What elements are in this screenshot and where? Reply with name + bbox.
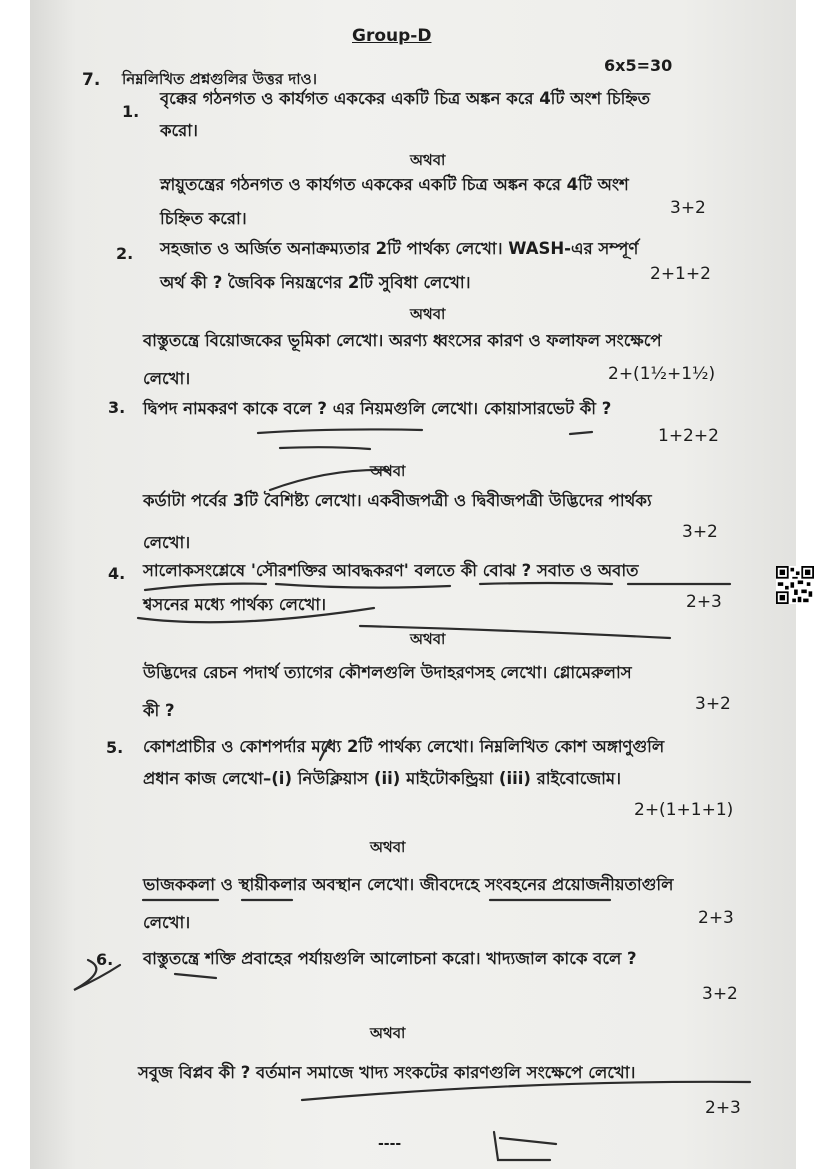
question-line: লেখো। xyxy=(143,913,191,932)
question-line: অর্থ কী ? জৈবিক নিয়ন্ত্রণের 2টি সুবিধা লেখো। xyxy=(160,273,471,292)
question-line: সালোকসংশ্লেষে 'সৌরশক্তির আবদ্ধকরণ' বলতে কী বোঝ ? সবাত ও অবাত xyxy=(143,561,639,580)
page-end-mark: ---- xyxy=(378,1136,402,1152)
pen-stroke xyxy=(74,960,120,990)
pen-stroke xyxy=(270,470,390,490)
question-7-number: 7. xyxy=(82,70,101,90)
pen-stroke xyxy=(276,584,450,588)
subquestion-number: 2. xyxy=(116,244,134,263)
marks: 3+2 xyxy=(702,984,738,1004)
subquestion-number: 6. xyxy=(96,950,114,969)
or-label: অথবা xyxy=(410,630,446,648)
question-line: লেখো। xyxy=(143,533,191,552)
pen-stroke xyxy=(320,740,330,760)
marks: 2+3 xyxy=(705,1098,741,1118)
question-line: করো। xyxy=(160,121,198,140)
marks: 2+3 xyxy=(698,908,734,928)
question-line: দ্বিপদ নামকরণ কাকে বলে ? এর নিয়মগুলি লেখো। কোয়াসারভেট কী ? xyxy=(143,399,612,418)
marks: 3+2 xyxy=(695,694,731,714)
subquestion-number: 1. xyxy=(122,102,140,121)
question-line: উদ্ভিদের রেচন পদার্থ ত্যাগের কৌশলগুলি উদাহরণসহ লেখো। গ্লোমেরুলাস xyxy=(143,663,632,682)
pen-stroke xyxy=(280,447,370,449)
question-line: কোশপ্রাচীর ও কোশপর্দার মধ্যে 2টি পার্থক্য লেখো। নিম্নলিখিত কোশ অঙ্গাণুগুলি xyxy=(143,737,665,756)
pen-stroke xyxy=(570,432,592,434)
pen-stroke xyxy=(302,1082,750,1100)
pen-stroke xyxy=(360,626,670,638)
qr-code-icon xyxy=(776,566,814,604)
marks: 2+(1½+1½) xyxy=(608,364,716,384)
pen-stroke xyxy=(258,429,422,433)
or-label: অথবা xyxy=(370,462,406,480)
or-label: অথবা xyxy=(410,151,446,169)
question-7-instruction: নিম্নলিখিত প্রশ্নগুলির উত্তর দাও। xyxy=(122,70,318,88)
question-line: চিহ্নিত করো। xyxy=(160,209,247,228)
marks: 1+2+2 xyxy=(658,426,719,446)
question-line: প্রধান কাজ লেখো–(i) নিউক্লিয়াস (ii) মাইটোকন্ড্রিয়া (iii) রাইবোজোম। xyxy=(143,769,621,788)
subquestion-number: 5. xyxy=(106,738,124,757)
question-line: লেখো। xyxy=(143,369,191,388)
question-line: বাস্তুতন্ত্রে শক্তি প্রবাহের পর্যায়গুলি আলোচনা করো। খাদ্যজাল কাকে বলে ? xyxy=(143,949,637,968)
marks: 2+(1+1+1) xyxy=(634,800,734,820)
marks: 2+3 xyxy=(686,592,722,612)
pen-stroke xyxy=(500,1138,556,1144)
question-line: কী ? xyxy=(143,701,175,720)
question-line: সবুজ বিপ্লব কী ? বর্তমান সমাজে খাদ্য সংকটের কারণগুলি সংক্ষেপে লেখো। xyxy=(138,1063,636,1082)
or-label: অথবা xyxy=(370,1024,406,1042)
total-marks: 6x5=30 xyxy=(604,56,673,75)
question-line: বৃক্কের গঠনগত ও কার্যগত এককের একটি চিত্র অঙ্কন করে 4টি অংশ চিহ্নিত xyxy=(160,89,651,108)
or-label: অথবা xyxy=(370,838,406,856)
pen-stroke xyxy=(480,583,612,584)
pen-stroke xyxy=(145,584,266,590)
or-label: অথবা xyxy=(410,305,446,323)
exam-paper xyxy=(30,0,796,1169)
question-line: বাস্তুতন্ত্রে বিয়োজকের ভূমিকা লেখো। অরণ্য ধ্বংসের কারণ ও ফলাফল সংক্ষেপে xyxy=(143,331,662,350)
question-line: কর্ডাটা পর্বের 3টি বৈশিষ্ট্য লেখো। একবীজপত্রী ও দ্বিবীজপত্রী উদ্ভিদের পার্থক্য xyxy=(143,491,652,510)
marks: 3+2 xyxy=(670,198,706,218)
question-line: ভাজককলা ও স্থায়ীকলার অবস্থান লেখো। জীবদেহে সংবহনের প্রয়োজনীয়তাগুলি xyxy=(143,875,674,894)
subquestion-number: 4. xyxy=(108,564,126,583)
pen-stroke xyxy=(138,608,374,622)
question-line: সহজাত ও অর্জিত অনাক্রম্যতার 2টি পার্থক্য লেখো। WASH-এর সম্পূর্ণ xyxy=(160,239,639,258)
marks: 2+1+2 xyxy=(650,264,711,284)
pen-stroke xyxy=(175,974,216,978)
group-title: Group-D xyxy=(352,26,432,46)
pen-stroke xyxy=(494,1132,550,1160)
pen-annotations xyxy=(30,0,796,1169)
subquestion-number: 3. xyxy=(108,398,126,417)
marks: 3+2 xyxy=(682,522,718,542)
question-line: স্নায়ুতন্ত্রের গঠনগত ও কার্যগত এককের একটি চিত্র অঙ্কন করে 4টি অংশ xyxy=(160,175,629,194)
question-line: শ্বসনের মধ্যে পার্থক্য লেখো। xyxy=(143,595,327,614)
